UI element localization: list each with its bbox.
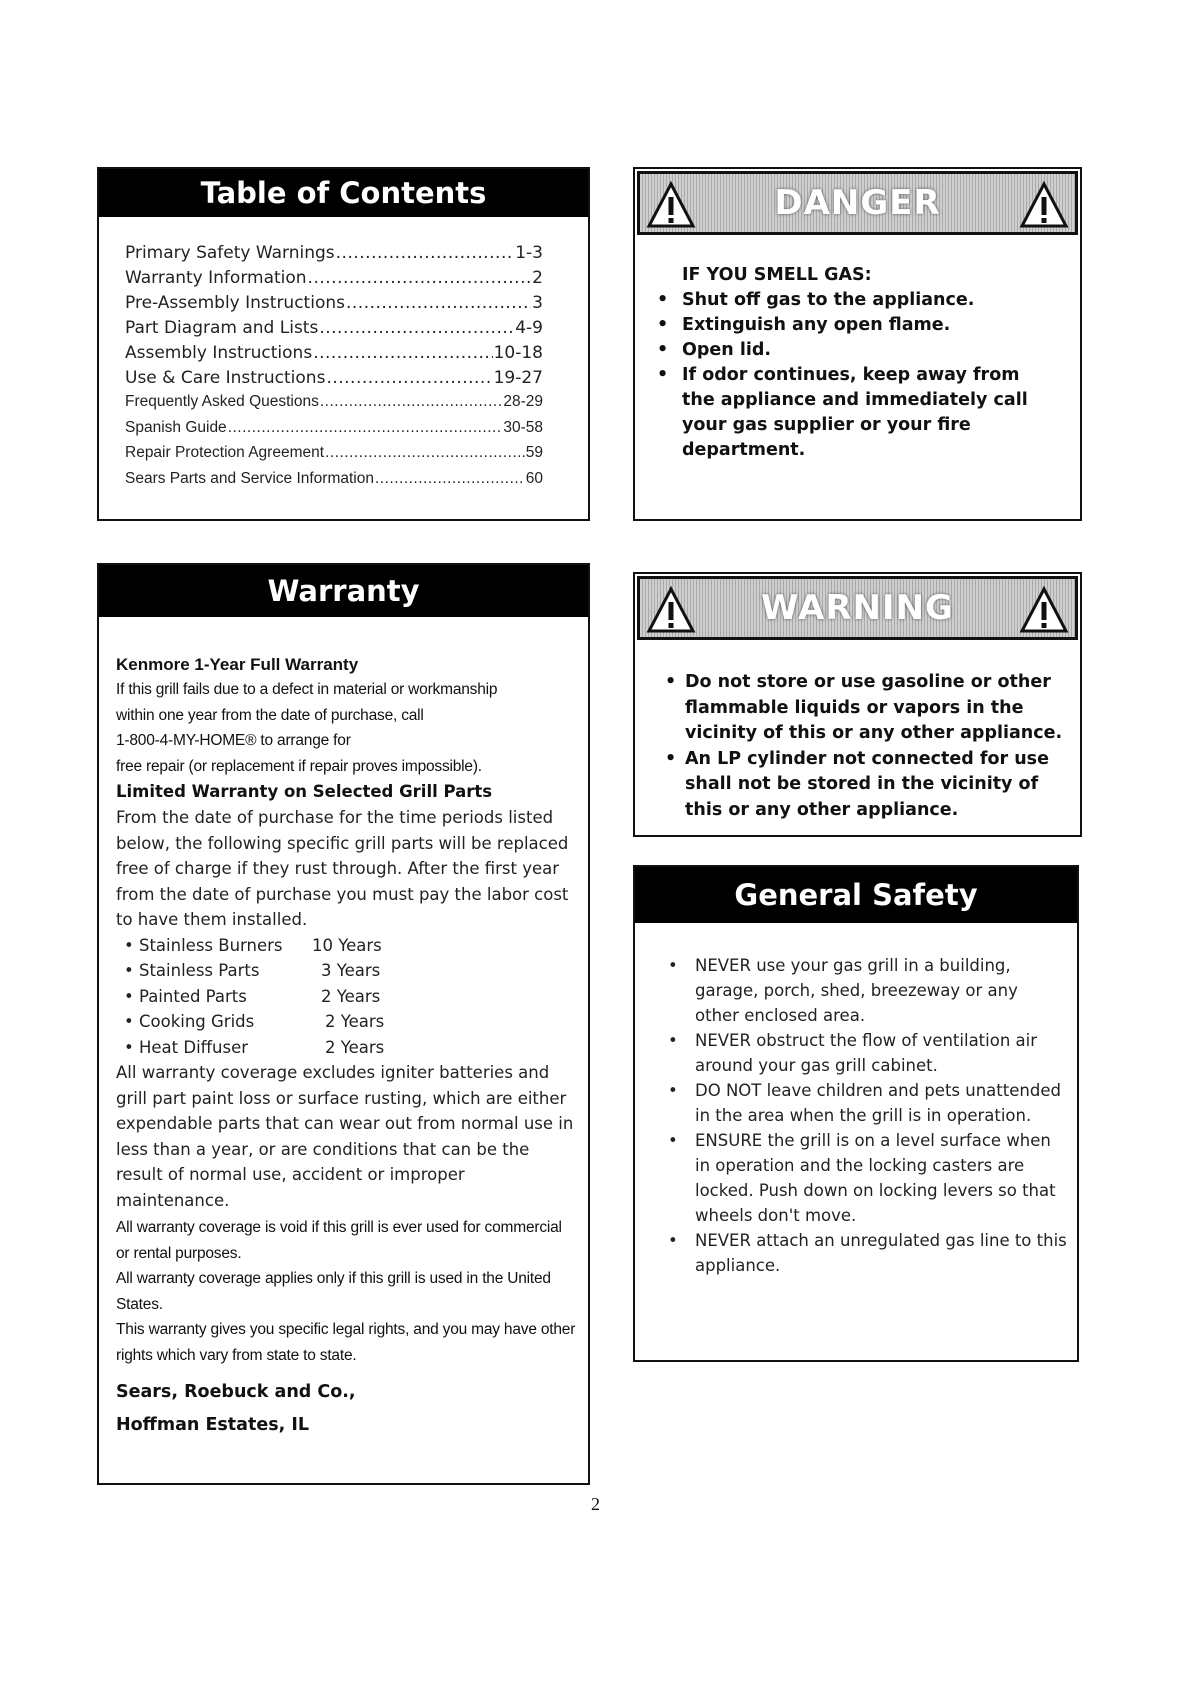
- part-name: • Stainless Burners: [124, 933, 312, 959]
- safety-item: • NEVER attach an unregulated gas line to this appliance.: [665, 1228, 1067, 1278]
- toc-item-page: 60: [525, 469, 543, 487]
- part-years: 2 Years: [325, 1037, 385, 1057]
- page-number: 2: [591, 1494, 600, 1514]
- limited-warranty-text: From the date of purchase for the time periods listed below, the following specific grill parts will be replaced free of charge if they rust through. After the first year from the date of purchase you must pay the labor cost to have them installed.: [116, 808, 569, 929]
- warranty-parts-list: [116, 933, 576, 1061]
- toc-item-page: 28-29: [503, 393, 543, 410]
- toc-item-page: .59: [521, 444, 543, 461]
- general-safety-title: General Safety: [635, 867, 1077, 923]
- warning-box: [633, 572, 1082, 837]
- warning-triangle-icon: [646, 180, 696, 230]
- toc-item-label: Part Diagram and Lists: [125, 318, 319, 338]
- toc-item-page: 10-18: [493, 343, 543, 363]
- warranty-rights-text: This warranty gives you specific legal rights, and you may have other rights which vary from state to state.: [116, 1321, 576, 1364]
- toc-item-page: 30-58: [503, 418, 543, 436]
- toc-item-page: 1-3: [515, 243, 543, 263]
- warning-label: WARNING: [761, 588, 954, 628]
- table-of-contents-box: [97, 167, 590, 521]
- warning-banner: [637, 576, 1078, 640]
- warning-item: • An LP cylinder not connected for use shall not be stored in the vicinity of this or any other appliance.: [665, 747, 1080, 824]
- toc-item: [125, 444, 543, 470]
- part-years: 3 Years: [321, 961, 381, 980]
- part-years: 2 Years: [321, 986, 381, 1006]
- part-years: 2 Years: [325, 1012, 385, 1031]
- full-warranty-text: within one year from the date of purchase, call: [116, 706, 424, 724]
- warranty-part: [124, 933, 576, 959]
- warning-triangle-icon: [1019, 585, 1069, 635]
- warning-triangle-icon: [646, 585, 696, 635]
- warranty-content: [116, 652, 576, 1442]
- toc-item-page: 2: [532, 268, 543, 288]
- toc-item: [125, 343, 543, 368]
- toc-item: [125, 293, 543, 318]
- warranty-part: [124, 984, 576, 1010]
- limited-warranty-title: Limited Warranty on Selected Grill Parts: [116, 782, 493, 801]
- safety-item: • ENSURE the grill is on a level surface when in operation and the locking casters are locked. Push down on locking levers so that wheels don't move.: [665, 1128, 1067, 1228]
- danger-list: [655, 288, 1070, 463]
- safety-item: • NEVER use your gas grill in a building, garage, porch, shed, breezeway or any other enclosed area.: [665, 953, 1067, 1028]
- full-warranty-text: 1-800-4-MY-HOME® to arrange for: [116, 732, 351, 749]
- toc-item-label: Assembly Instructions: [125, 343, 313, 363]
- warranty-void-text: All warranty coverage is void if this grill is ever used for commercial or rental purposes.: [116, 1219, 562, 1262]
- toc-item-page: 3: [532, 293, 543, 313]
- toc-item-label: Repair Protection Agreement: [125, 444, 325, 461]
- safety-list: [665, 953, 1067, 1278]
- danger-item: • Extinguish any open flame.: [655, 313, 1070, 338]
- toc-item-label: Pre-Assembly Instructions: [125, 293, 345, 313]
- warranty-us-text: All warranty coverage applies only if this grill is used in the United States.: [116, 1270, 551, 1313]
- general-safety-box: [633, 865, 1079, 1362]
- part-name: • Stainless Parts: [124, 958, 312, 984]
- part-name: • Heat Diffuser: [124, 1035, 312, 1061]
- toc-item: [125, 419, 543, 445]
- danger-body: [655, 263, 1070, 463]
- company-location: Hoffman Estates, IL: [116, 1415, 310, 1435]
- safety-item: • DO NOT leave children and pets unattended in the area when the grill is in operation.: [665, 1078, 1067, 1128]
- company-name: Sears, Roebuck and Co.,: [116, 1382, 356, 1402]
- warning-item: • Do not store or use gasoline or other flammable liquids or vapors in the vicinity of this or any other appliance.: [665, 670, 1080, 747]
- danger-item: • Shut off gas to the appliance.: [655, 288, 1070, 313]
- warning-triangle-icon: [1019, 180, 1069, 230]
- danger-heading: IF YOU SMELL GAS:: [682, 265, 872, 285]
- toc-item-label: Primary Safety Warnings: [125, 243, 335, 263]
- danger-label: DANGER: [774, 183, 941, 223]
- toc-item-label: Warranty Information: [125, 268, 307, 288]
- part-name: • Cooking Grids: [124, 1009, 312, 1035]
- toc-item-page: 19-27: [493, 368, 543, 388]
- part-name: • Painted Parts: [124, 984, 312, 1010]
- danger-box: [633, 167, 1082, 521]
- toc-item-label: Spanish Guide: [125, 418, 227, 436]
- toc-item: [125, 318, 543, 343]
- warranty-exclusions: All warranty coverage excludes igniter batteries and grill part paint loss or surface rusting, which are either expendable parts that can wear out from normal use in less than a year, or are conditions that can be the result of normal use, accident or improper maintenance.: [116, 1063, 574, 1210]
- toc-list: [125, 243, 543, 495]
- toc-item-page: 4-9: [515, 318, 543, 338]
- toc-item: [125, 368, 543, 393]
- toc-item: [125, 393, 543, 419]
- toc-item-label: Sears Parts and Service Information: [125, 469, 374, 487]
- warning-list: [665, 670, 1080, 823]
- warranty-part: [124, 958, 576, 984]
- full-warranty-text: free repair (or replacement if repair proves impossible).: [116, 757, 482, 775]
- toc-title: Table of Contents: [99, 169, 588, 217]
- warranty-part: [124, 1009, 576, 1035]
- warranty-box: [97, 563, 590, 1485]
- toc-item: [125, 470, 543, 496]
- warranty-title: Warranty: [99, 565, 588, 617]
- danger-item: • Open lid.: [655, 338, 1070, 363]
- danger-item: • If odor continues, keep away from the appliance and immediately call your gas supplier or your fire department.: [655, 363, 1070, 463]
- danger-banner: [637, 171, 1078, 235]
- toc-item-label: Use & Care Instructions: [125, 368, 326, 388]
- toc-item: [125, 268, 543, 293]
- toc-item-label: Frequently Asked Questions: [125, 393, 319, 410]
- safety-item: • NEVER obstruct the flow of ventilation air around your gas grill cabinet.: [665, 1028, 1067, 1078]
- toc-item: [125, 243, 543, 268]
- full-warranty-text: If this grill fails due to a defect in material or workmanship: [116, 681, 498, 698]
- warranty-part: [124, 1035, 576, 1061]
- part-years: 10 Years: [312, 935, 382, 955]
- warning-body: [665, 670, 1080, 823]
- full-warranty-title: Kenmore 1-Year Full Warranty: [116, 655, 359, 674]
